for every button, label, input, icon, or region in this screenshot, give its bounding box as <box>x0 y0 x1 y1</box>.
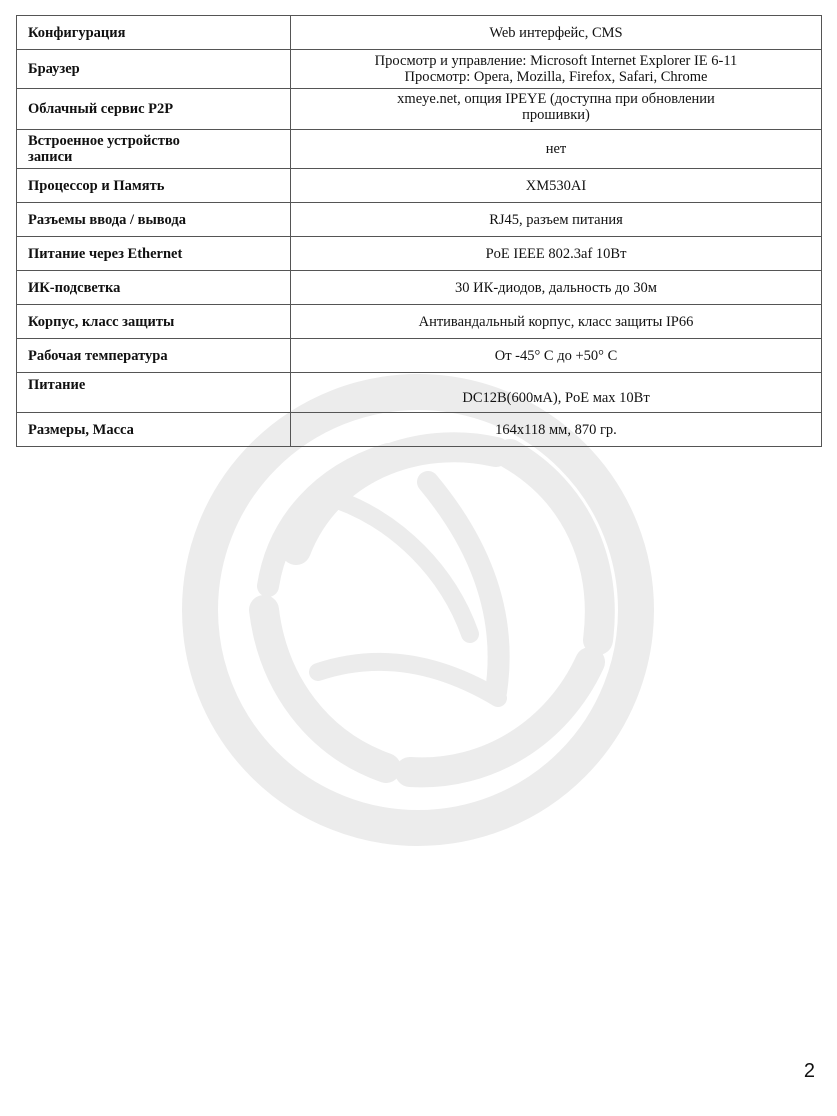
spec-value <box>291 89 822 130</box>
table-row <box>17 169 822 203</box>
spec-label: Процессор и Память <box>17 169 291 203</box>
spec-value <box>291 16 822 50</box>
spec-value-line: 164x118 мм, 870 гр. <box>495 421 617 438</box>
spec-value-line: xmeye.net, опция IPEYE (доступна при обновлении <box>397 91 715 107</box>
spec-value-line: От -45° С до +50° С <box>494 347 618 364</box>
table-row <box>17 50 822 89</box>
spec-label: Размеры, Масса <box>17 413 291 447</box>
spec-label <box>17 130 291 169</box>
spec-value <box>291 169 822 203</box>
spec-value <box>291 50 822 89</box>
spec-value-line: Антивандальный корпус, класс защиты IP66 <box>418 313 694 330</box>
spec-value <box>291 237 822 271</box>
spec-label: Облачный сервис P2P <box>17 89 291 130</box>
table-row <box>17 373 822 413</box>
spec-label: Питание <box>17 373 291 413</box>
table-row <box>17 130 822 169</box>
spec-label: Питание через Ethernet <box>17 237 291 271</box>
table-row <box>17 271 822 305</box>
spec-value-line: 30 ИК-диодов, дальность до 30м <box>455 279 657 296</box>
spec-value <box>291 271 822 305</box>
spec-label-line: записи <box>28 149 73 165</box>
spec-value-line: Просмотр и управление: Microsoft Internet Explorer IE 6-11 <box>374 53 738 69</box>
spec-value-line: прошивки) <box>522 107 590 123</box>
spec-value <box>291 203 822 237</box>
table-row <box>17 339 822 373</box>
spec-value-line: нет <box>545 141 567 157</box>
spec-value <box>291 130 822 169</box>
spec-label: Браузер <box>17 50 291 89</box>
spec-value-line: RJ45, разъем питания <box>489 211 623 228</box>
spec-value-line: Просмотр: Opera, Mozilla, Firefox, Safari, Chrome <box>404 69 708 85</box>
spec-value <box>291 305 822 339</box>
spec-label-line: Встроенное устройство <box>28 133 180 149</box>
table-row <box>17 16 822 50</box>
spec-label: Рабочая температура <box>17 339 291 373</box>
page-number: 2 <box>803 1060 815 1082</box>
spec-value-line: XM530AI <box>525 177 587 194</box>
spec-value-line: PoE IEEE 802.3af 10Вт <box>485 245 627 262</box>
table-row <box>17 413 822 447</box>
spec-value <box>291 339 822 373</box>
spec-value-line: DC12В(600мА), PoE мах 10Вт <box>462 390 650 406</box>
table-row <box>17 305 822 339</box>
spec-label: Корпус, класс защиты <box>17 305 291 339</box>
spec-label: Разъемы ввода / вывода <box>17 203 291 237</box>
specification-table <box>16 15 822 447</box>
table-row <box>17 237 822 271</box>
spec-label: ИК-подсветка <box>17 271 291 305</box>
table-row <box>17 203 822 237</box>
spec-value <box>291 413 822 447</box>
spec-value-line: Web интерфейс, CMS <box>489 24 623 41</box>
spec-value <box>291 373 822 413</box>
table-row <box>17 89 822 130</box>
spec-label: Конфигурация <box>17 16 291 50</box>
